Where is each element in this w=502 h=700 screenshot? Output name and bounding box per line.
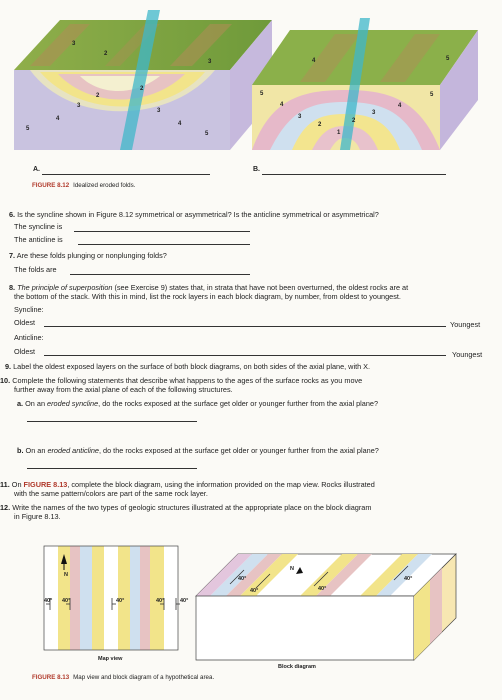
block-a-number: 3 bbox=[72, 41, 76, 47]
question-12 bbox=[0, 503, 502, 512]
block-a-number: 4 bbox=[178, 121, 182, 127]
strike-dip-label: 40° bbox=[180, 598, 189, 604]
question-text: (see Exercise 9) states that, in strata that have not been overturned, the oldest rocks are at bbox=[112, 283, 409, 292]
question-8 bbox=[9, 283, 499, 292]
strike-dip-label: 40° bbox=[156, 598, 165, 604]
block-b-number: 4 bbox=[398, 103, 402, 109]
question-7 bbox=[9, 251, 499, 260]
answer-line-b[interactable] bbox=[262, 174, 446, 175]
question-text: in Figure 8.13. bbox=[14, 512, 61, 521]
question-text: On an bbox=[25, 399, 48, 408]
figure-8-12-illustration bbox=[0, 0, 502, 168]
block-strike-dip-label: 40° bbox=[318, 586, 327, 592]
youngest-label: Youngest bbox=[452, 350, 483, 359]
sub-question-label: b. bbox=[17, 446, 24, 455]
question-10b bbox=[17, 446, 500, 455]
question-10 bbox=[0, 376, 500, 385]
anticline-label: The anticline is bbox=[14, 235, 63, 244]
syncline-label: The syncline is bbox=[14, 222, 63, 231]
question-text: Complete the following statements that describe what happens to the ages of the surface rocks as you move bbox=[12, 376, 363, 385]
caption-text: Map view and block diagram of a hypothetical area. bbox=[73, 674, 215, 681]
block-b-number: 4 bbox=[280, 102, 284, 108]
question-text: Label the oldest exposed layers on the surface of both block diagrams, on both sides of the axial plane, with X. bbox=[13, 362, 371, 371]
block-diagram-label: Block diagram bbox=[278, 664, 316, 670]
block-a-number: 3 bbox=[157, 108, 161, 114]
block-a-number: 2 bbox=[140, 86, 144, 92]
block-b-number: 3 bbox=[298, 114, 302, 120]
block-b-number: 5 bbox=[446, 56, 450, 62]
block-a-number: 3 bbox=[208, 59, 212, 65]
answer-label-a: A. bbox=[33, 166, 40, 173]
caption-text: Idealized eroded folds. bbox=[73, 182, 136, 189]
question-text: On an bbox=[25, 446, 48, 455]
map-view-label: Map view bbox=[98, 656, 123, 662]
question-text-italic: eroded anticline bbox=[47, 446, 99, 455]
question-text: further away from the axial plane of each of the following structures. bbox=[14, 385, 233, 394]
figure-8-13-caption bbox=[32, 674, 214, 681]
anticline-answer-line[interactable] bbox=[78, 244, 250, 245]
question-text: , do the rocks exposed at the surface get older or younger further from the axial plane? bbox=[98, 446, 379, 455]
block-strike-dip-label: 40° bbox=[238, 576, 247, 582]
question-text: Write the names of the two types of geologic structures illustrated at the appropriate place on the block diagram bbox=[12, 503, 372, 512]
question-11-line-2 bbox=[14, 489, 500, 498]
strike-dip-label: 40° bbox=[116, 598, 125, 604]
caption-figure-number: FIGURE 8.12 bbox=[32, 182, 70, 189]
question-10-line-2 bbox=[14, 385, 500, 394]
question-text: Are these folds plunging or nonplunging folds? bbox=[16, 251, 167, 260]
question-text: , do the rocks exposed at the surface get older or younger further from the axial plane? bbox=[98, 399, 379, 408]
question-8-line-2 bbox=[14, 292, 500, 301]
question-number: 11. bbox=[0, 480, 10, 489]
figure-reference: FIGURE 8.13 bbox=[23, 480, 68, 489]
block-b-number: 4 bbox=[312, 58, 316, 64]
block-diagram bbox=[196, 554, 456, 660]
question-number: 9. bbox=[5, 362, 12, 371]
question-number: 10. bbox=[0, 376, 11, 385]
block-a-number: 3 bbox=[77, 103, 81, 109]
q10b-answer-line[interactable] bbox=[27, 468, 197, 469]
strike-dip-label: 40° bbox=[62, 598, 71, 604]
block-a-number: 2 bbox=[96, 93, 100, 99]
figure-8-12-caption bbox=[32, 182, 135, 189]
syncline-order-line[interactable] bbox=[44, 326, 446, 327]
folds-answer-line[interactable] bbox=[70, 274, 250, 275]
question-text: , complete the block diagram, using the information provided on the map view. Rocks illustrated bbox=[67, 480, 375, 489]
block-b-number: 2 bbox=[352, 118, 356, 124]
question-number: 6. bbox=[9, 210, 16, 219]
q10a-answer-line[interactable] bbox=[27, 421, 197, 422]
question-text: with the same pattern/colors are part of the same rock layer. bbox=[14, 489, 208, 498]
block-b-number: 2 bbox=[318, 122, 322, 128]
syncline-answer-line[interactable] bbox=[74, 231, 250, 232]
caption-figure-number: FIGURE 8.13 bbox=[32, 674, 70, 681]
question-text-italic: The principle of superposition bbox=[17, 283, 113, 292]
sub-question-label: a. bbox=[17, 399, 24, 408]
anticline-order-line[interactable] bbox=[44, 355, 446, 356]
question-text-italic: eroded syncline bbox=[47, 399, 99, 408]
question-number: 8. bbox=[9, 283, 16, 292]
strike-dip-label: 40° bbox=[44, 598, 53, 604]
answer-line-a[interactable] bbox=[42, 174, 210, 175]
block-b-number: 5 bbox=[260, 91, 264, 97]
block-strike-dip-label: 40° bbox=[404, 576, 413, 582]
question-number: 7. bbox=[9, 251, 16, 260]
block-a-number: 2 bbox=[104, 51, 108, 57]
question-text: On bbox=[11, 480, 24, 489]
oldest-label: Oldest bbox=[14, 347, 36, 356]
folds-label: The folds are bbox=[14, 265, 57, 274]
block-a-number: 5 bbox=[205, 131, 209, 137]
question-text: Is the syncline shown in Figure 8.12 symmetrical or asymmetrical? Is the anticline symmetrical or asymmetrical? bbox=[17, 210, 379, 219]
block-b-anticline bbox=[252, 18, 478, 150]
question-12-line-2 bbox=[14, 512, 500, 521]
syncline-order-label: Syncline: bbox=[14, 305, 44, 314]
anticline-order-label: Anticline: bbox=[14, 333, 44, 342]
block-strike-dip-label: 40° bbox=[250, 588, 259, 594]
block-b-number: 1 bbox=[337, 130, 341, 136]
question-9 bbox=[5, 362, 500, 371]
question-11 bbox=[0, 480, 500, 489]
answer-label-b: B. bbox=[253, 166, 260, 173]
question-10a bbox=[17, 399, 500, 408]
block-b-number: 5 bbox=[430, 92, 434, 98]
question-text: the bottom of the stack. With this in mind, list the rock layers in each block diagram, by number, from oldest to youngest. bbox=[14, 292, 401, 301]
youngest-label: Youngest bbox=[450, 320, 481, 329]
block-north-label: N bbox=[290, 566, 294, 572]
figure-8-13-illustration bbox=[0, 540, 502, 680]
block-a-number: 5 bbox=[26, 126, 30, 132]
block-b-number: 3 bbox=[372, 110, 376, 116]
block-a-syncline bbox=[14, 10, 272, 150]
question-6 bbox=[9, 210, 499, 219]
oldest-label: Oldest bbox=[14, 318, 36, 327]
question-number: 12. bbox=[0, 503, 11, 512]
map-north-label: N bbox=[64, 572, 68, 578]
block-a-number: 4 bbox=[56, 116, 60, 122]
